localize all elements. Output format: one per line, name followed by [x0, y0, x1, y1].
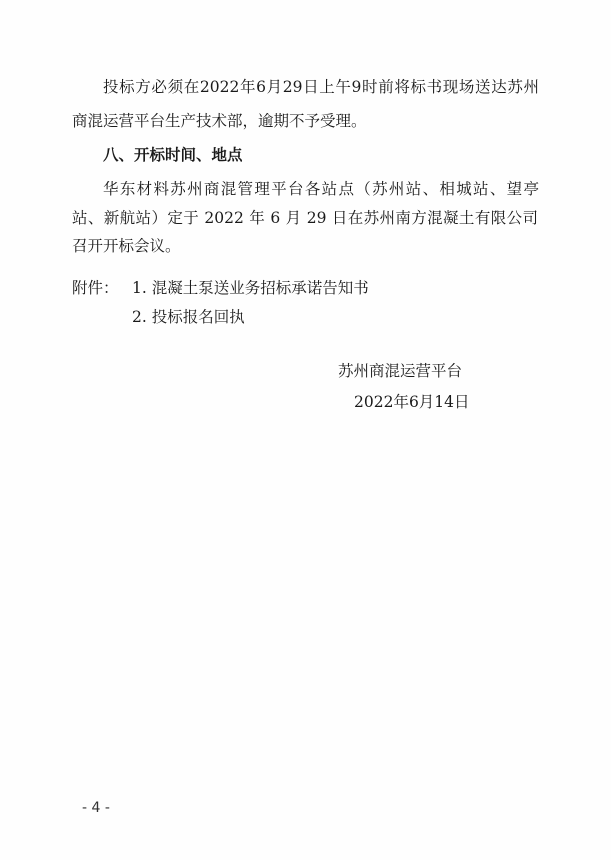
- submission-line-1: 投标方必须在2022年6月29日上午9时前将标书现场送达苏州: [103, 78, 539, 96]
- attachments-label: 附件：: [72, 279, 119, 297]
- section-eight-line-3: 召开开标会议。: [72, 237, 181, 255]
- attachment-item-2: 2. 投标报名回执: [132, 308, 245, 326]
- submission-line-2: 商混运营平台生产技术部，逾期不予受理。: [72, 112, 367, 130]
- section-eight-heading: 八、开标时间、地点: [103, 146, 243, 164]
- attachment-item-1: 1. 混凝土泵送业务招标承诺告知书: [132, 279, 369, 297]
- section-eight-line-2: 站、新航站）定于 2022 年 6 月 29 日在苏州南方混凝土有限公司: [72, 209, 538, 227]
- signature-organization: 苏州商混运营平台: [338, 362, 463, 380]
- page-number: - 4 -: [82, 800, 110, 816]
- section-eight-line-1: 华东材料苏州商混管理平台各站点（苏州站、相城站、望亭: [103, 180, 539, 198]
- signature-date: 2022年6月14日: [354, 393, 470, 411]
